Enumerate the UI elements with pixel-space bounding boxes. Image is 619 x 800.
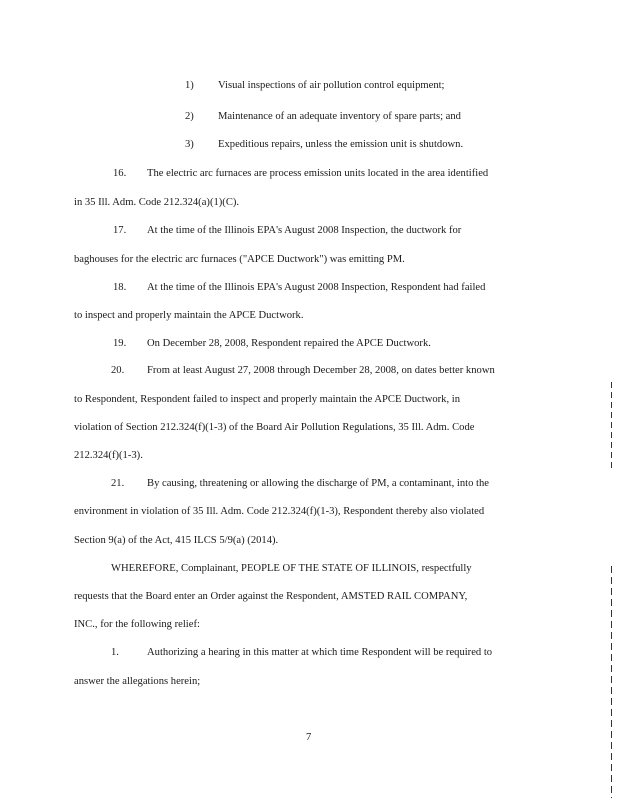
- paragraph-text: From at least August 27, 2008 through December 28, 2008, on dates better known: [147, 365, 495, 376]
- list-number: 2): [185, 111, 194, 122]
- paragraph-text: requests that the Board enter an Order against the Respondent, AMSTED RAIL COMPANY,: [74, 591, 468, 602]
- paragraph-text: answer the allegations herein;: [74, 676, 201, 687]
- paragraph-text: On December 28, 2008, Respondent repaired the APCE Ductwork.: [147, 338, 431, 349]
- scan-edge-mark: [611, 566, 612, 798]
- paragraph-text: By causing, threatening or allowing the discharge of PM, a contaminant, into the: [147, 478, 489, 489]
- paragraph-number: 17.: [113, 225, 127, 236]
- paragraph-number: 16.: [113, 168, 127, 179]
- paragraph-text: Section 9(a) of the Act, 415 ILCS 5/9(a) (2014).: [74, 535, 279, 546]
- paragraph-text: to Respondent, Respondent failed to inspect and properly maintain the APCE Ductwork, in: [74, 394, 461, 405]
- paragraph-text: At the time of the Illinois EPA's August 2008 Inspection, the ductwork for: [147, 225, 462, 236]
- paragraph-text: At the time of the Illinois EPA's August 2008 Inspection, Respondent had failed: [147, 282, 486, 293]
- paragraph-text: to inspect and properly maintain the APCE Ductwork.: [74, 310, 304, 321]
- paragraph-text: violation of Section 212.324(f)(1-3) of the Board Air Pollution Regulations, 35 Ill. Adm. Code: [74, 422, 475, 433]
- paragraph-number: 18.: [113, 282, 127, 293]
- paragraph-text: The electric arc furnaces are process emission units located in the area identified: [147, 168, 489, 179]
- paragraph-text: WHEREFORE, Complainant, PEOPLE OF THE STATE OF ILLINOIS, respectfully: [111, 563, 472, 574]
- paragraph-text: INC., for the following relief:: [74, 619, 200, 630]
- list-text: Maintenance of an adequate inventory of spare parts; and: [218, 111, 461, 122]
- paragraph-number: 1.: [111, 647, 119, 658]
- paragraph-number: 19.: [113, 338, 127, 349]
- list-text: Expeditious repairs, unless the emission unit is shutdown.: [218, 139, 464, 150]
- scan-edge-mark: [611, 382, 612, 468]
- paragraph-text: environment in violation of 35 Ill. Adm. Code 212.324(f)(1-3), Respondent thereby also violated: [74, 506, 485, 517]
- list-number: 3): [185, 139, 194, 150]
- paragraph-text: baghouses for the electric arc furnaces ("APCE Ductwork") was emitting PM.: [74, 254, 405, 265]
- paragraph-number: 20.: [111, 365, 125, 376]
- paragraph-text: Authorizing a hearing in this matter at which time Respondent will be required to: [147, 647, 493, 658]
- paragraph-number: 21.: [111, 478, 125, 489]
- page-number: 7: [306, 732, 312, 743]
- paragraph-text: in 35 Ill. Adm. Code 212.324(a)(1)(C).: [74, 197, 240, 208]
- list-text: Visual inspections of air pollution control equipment;: [218, 80, 445, 91]
- list-number: 1): [185, 80, 194, 91]
- paragraph-text: 212.324(f)(1-3).: [74, 450, 143, 461]
